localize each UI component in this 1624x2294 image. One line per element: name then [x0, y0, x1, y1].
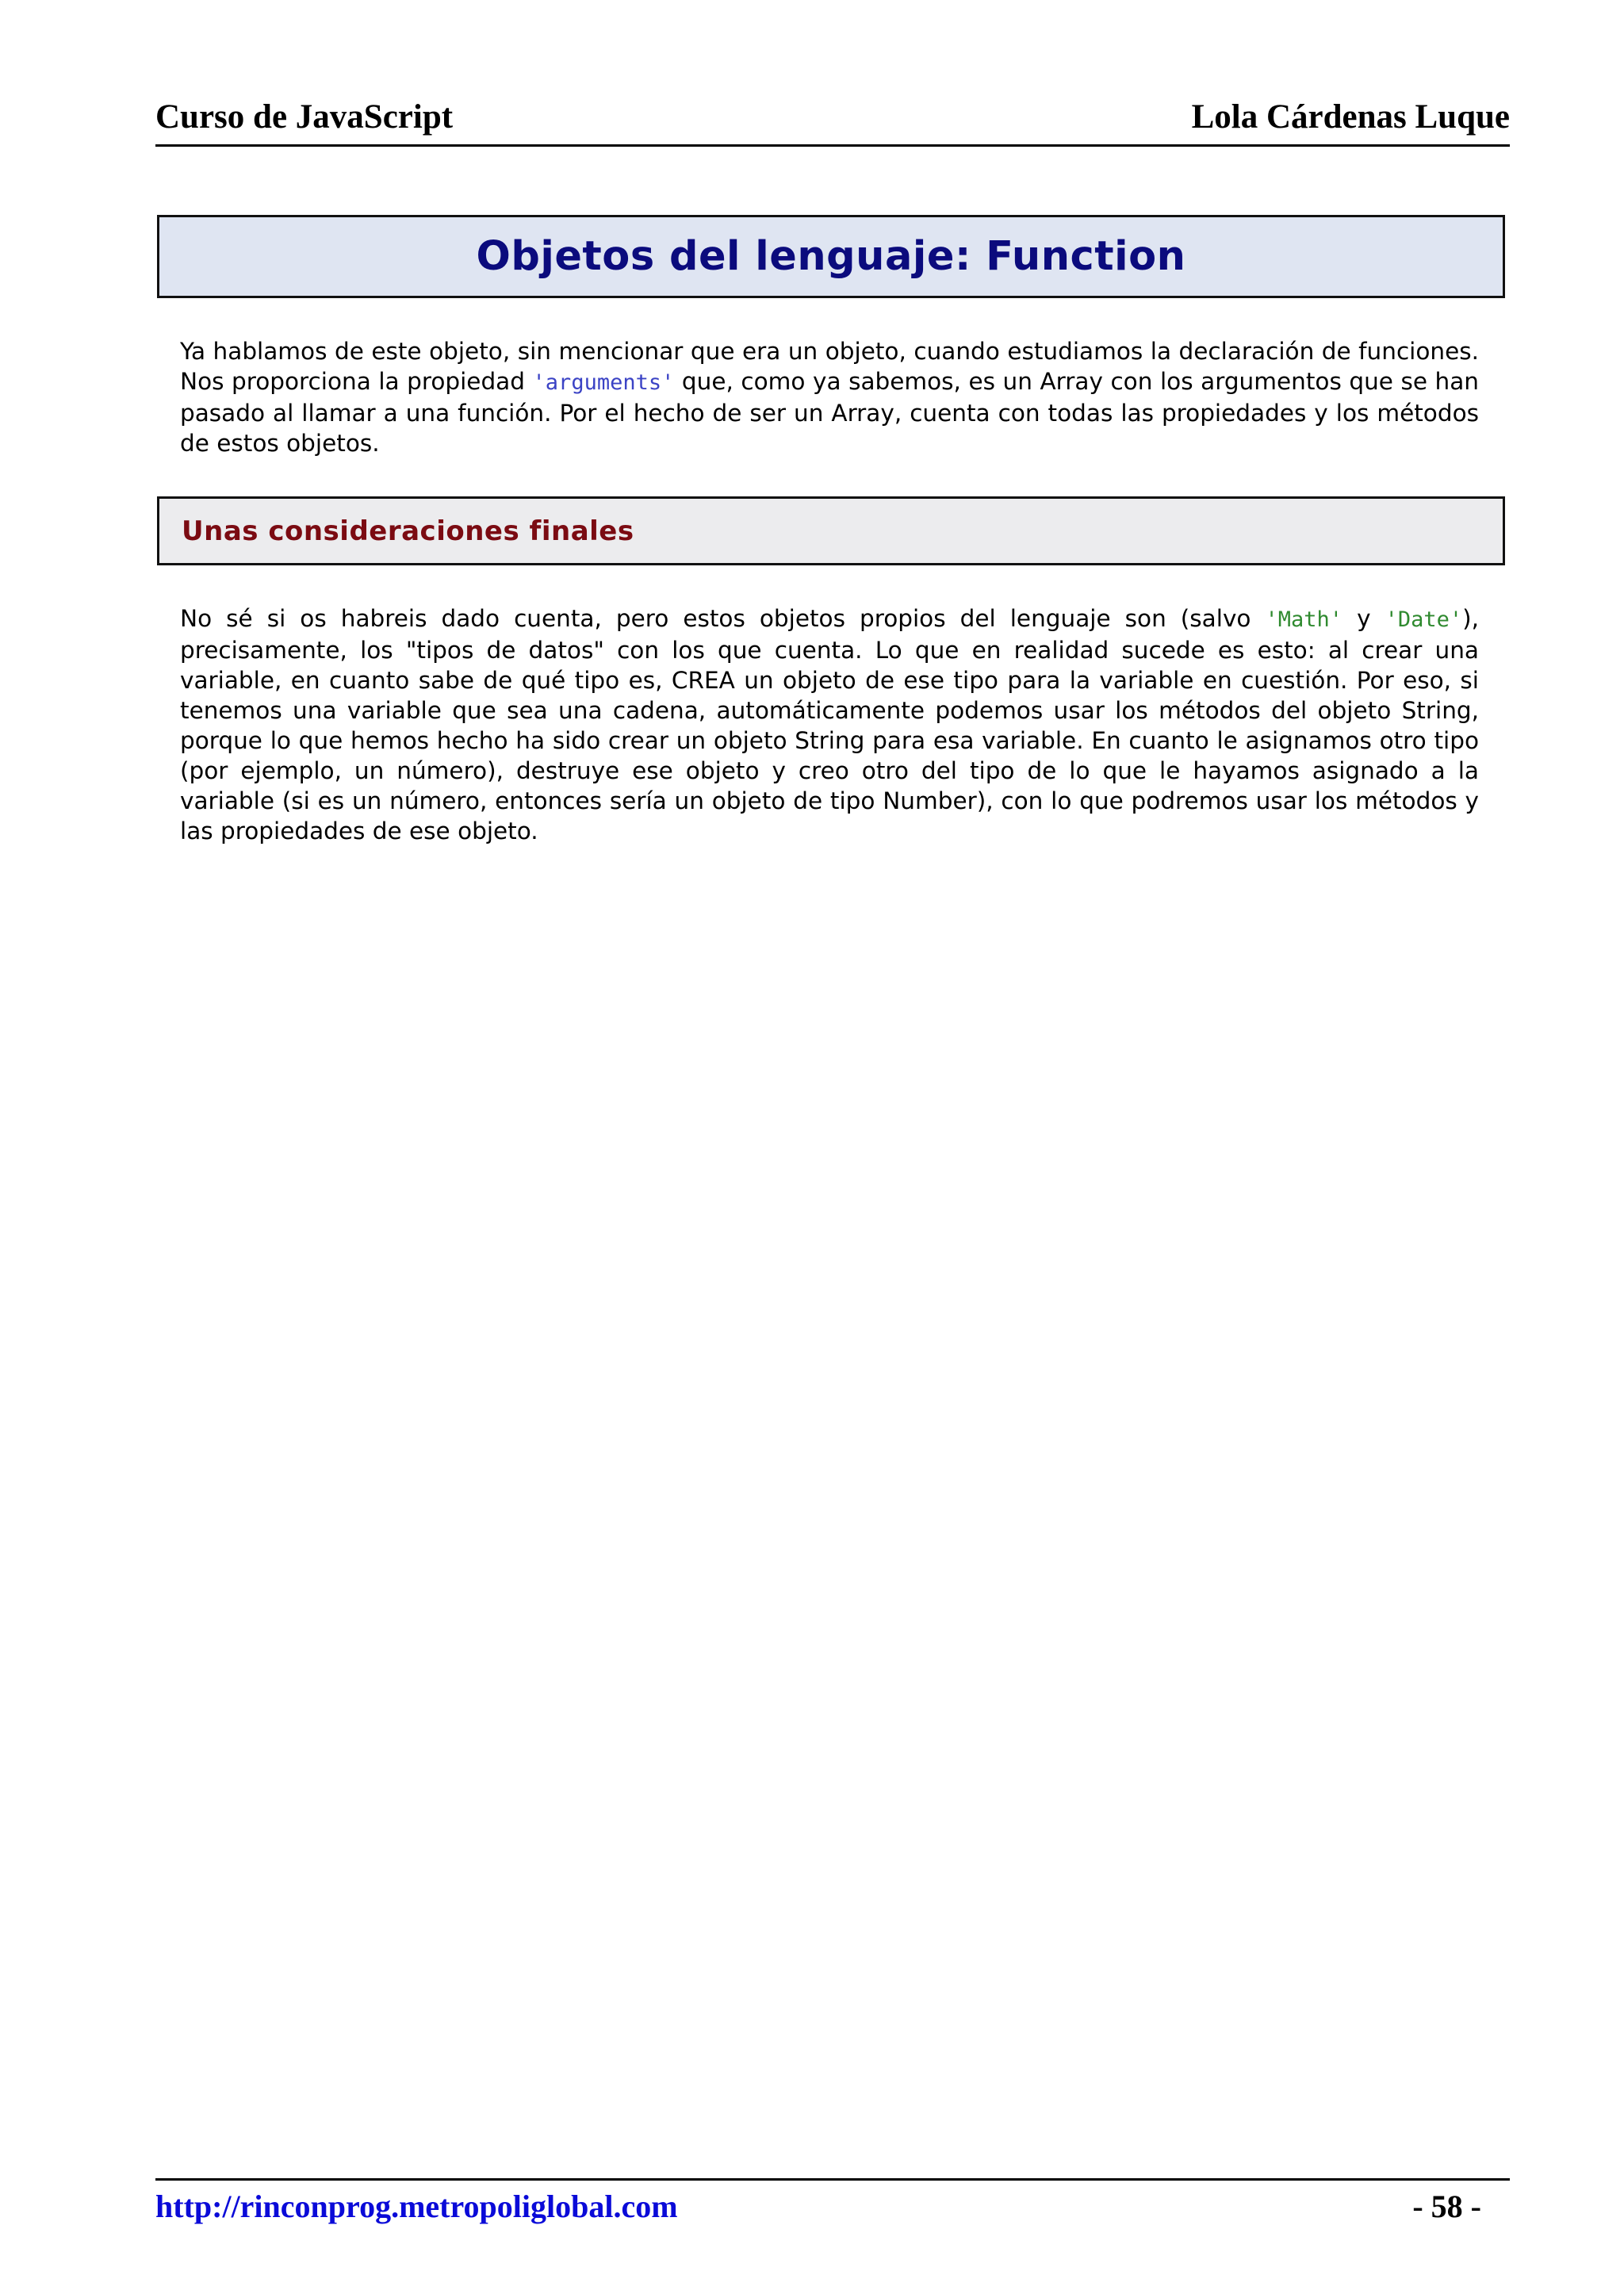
final-text-after: ), precisamente, los "tipos de datos" con los que cuenta. Lo que en realidad sucede es esto: al crear una variable, en cuanto sabe de qué tipo es, CREA un objeto de ese tipo para la variable en cuestión. Por eso, si tenemos una variable que sea una cadena, automáticamente podemos usar los métodos del objeto String, porque lo que hemos hecho ha sido crear un objeto String para esa variable. En cuanto le asignamos otro tipo (por ejemplo, un número), destruye ese objeto y creo otro del tipo de lo que le hayamos asignado a la variable (si es un número, entonces sería un objeto de tipo Number), con lo que podremos usar los métodos y las propiedades de ese objeto. [180, 605, 1480, 844]
code-date: 'Date' [1385, 607, 1463, 632]
intro-paragraph [180, 336, 1479, 458]
final-text-before: No sé si os habreis dado cuenta, pero estos objetos propios del lenguaje son (salvo [180, 605, 1266, 632]
chapter-title-box [157, 215, 1505, 298]
intro-text-before: Ya hablamos de este objeto, sin mencionar que era un objeto, cuando estudiamos la declaración de funciones. Nos proporciona la propiedad [180, 338, 1479, 395]
code-arguments: 'arguments' [532, 370, 675, 395]
page-footer [155, 2178, 1510, 2236]
header-course-title: Curso de JavaScript [155, 98, 454, 136]
section-title: Unas consideraciones finales [182, 515, 634, 547]
header-author: Lola Cárdenas Luque [1191, 98, 1510, 136]
intro-text-after: que, como ya sabemos, es un Array con los argumentos que se han pasado al llamar a una función. Por el hecho de ser un Array, cuenta con todas las propiedades y los métodos de estos objetos. [180, 368, 1480, 457]
page-header [155, 94, 1510, 147]
section-title-box [157, 496, 1505, 565]
final-paragraph [180, 603, 1479, 846]
chapter-title: Objetos del lenguaje: Function [476, 233, 1186, 280]
page-number: - 58 - [1412, 2189, 1481, 2224]
code-math: 'Math' [1265, 607, 1343, 632]
final-text-middle: y [1342, 605, 1385, 632]
footer-website-link[interactable]: http://rinconprog.metropoliglobal.com [155, 2189, 678, 2224]
